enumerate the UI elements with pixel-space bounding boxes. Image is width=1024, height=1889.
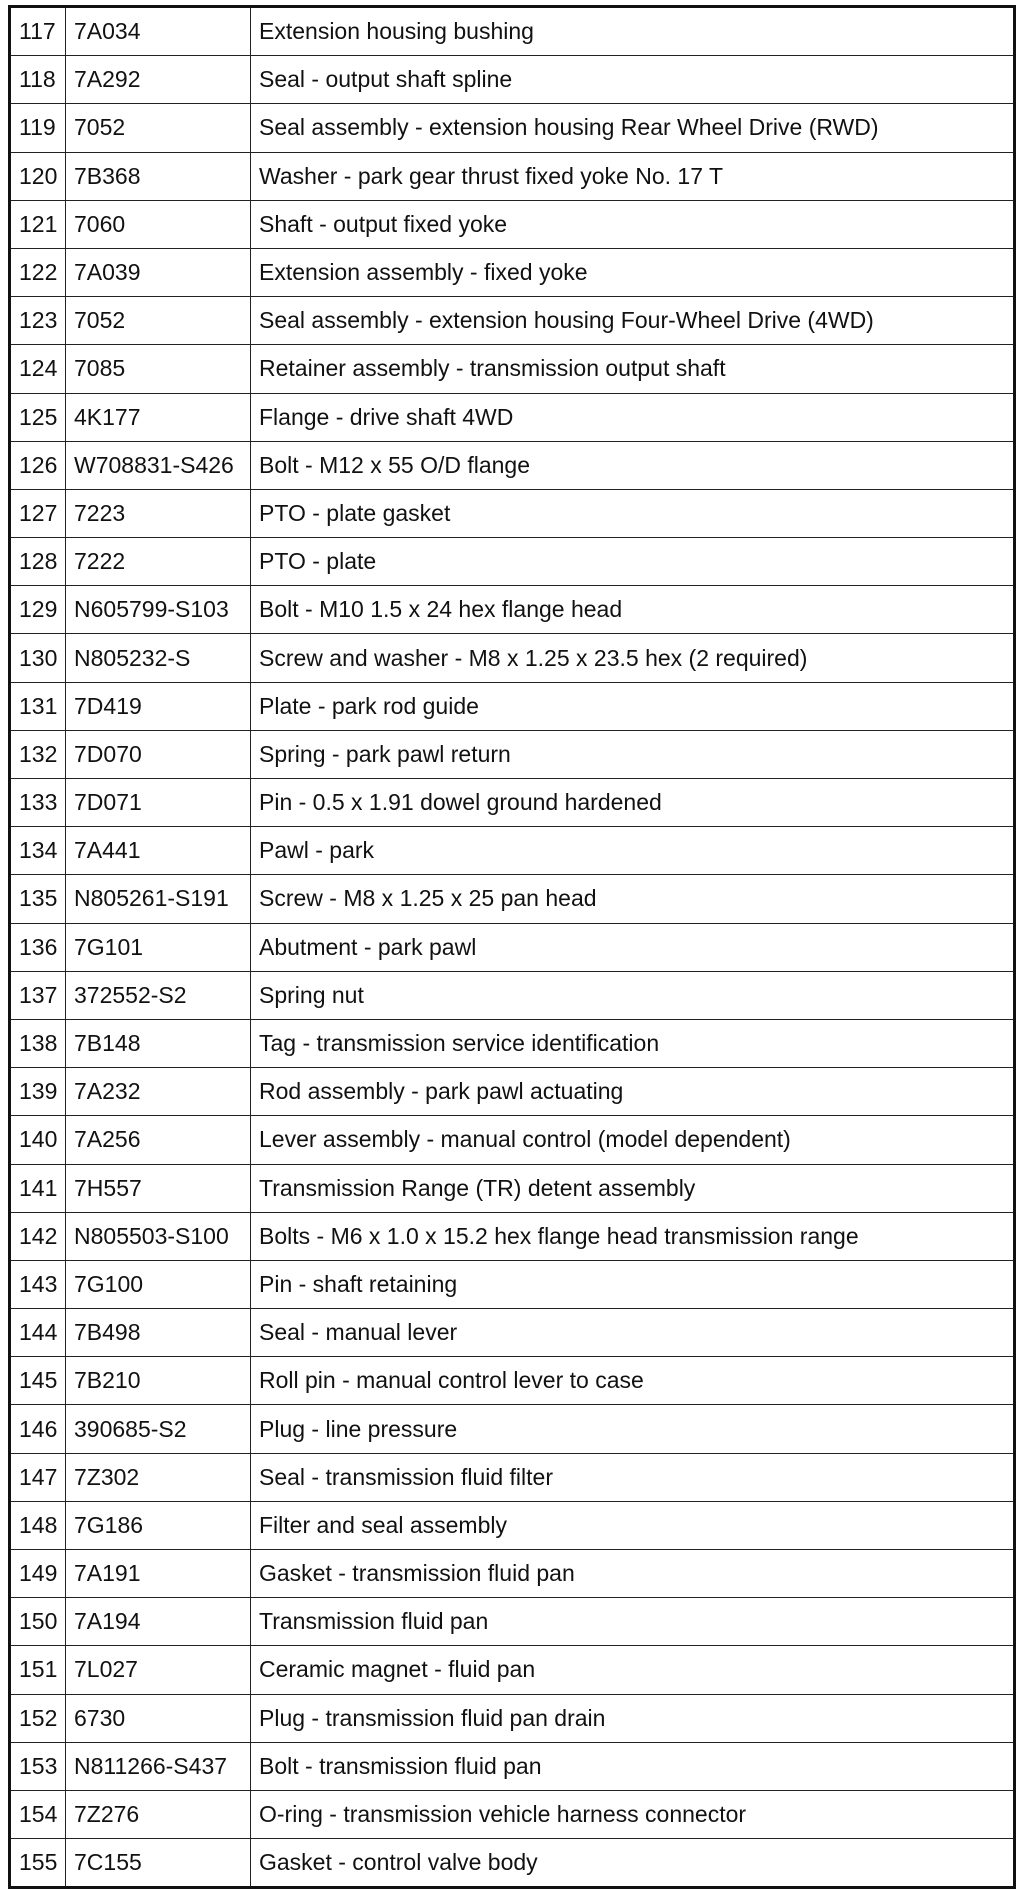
table-row: [10, 827, 1015, 875]
item-number-cell: 123: [10, 297, 66, 345]
table-row: [10, 538, 1015, 586]
item-number-cell: 118: [10, 56, 66, 104]
item-number-cell: 132: [10, 730, 66, 778]
part-number-cell: 7D071: [66, 779, 251, 827]
part-number-cell: N805503-S100: [66, 1212, 251, 1260]
description-cell: Bolts - M6 x 1.0 x 15.2 hex flange head transmission range: [251, 1212, 1015, 1260]
description-cell: PTO - plate gasket: [251, 489, 1015, 537]
part-number-cell: 7H557: [66, 1164, 251, 1212]
table-row: [10, 200, 1015, 248]
part-number-cell: N805261-S191: [66, 875, 251, 923]
item-number-cell: 154: [10, 1790, 66, 1838]
description-cell: Seal - manual lever: [251, 1309, 1015, 1357]
description-cell: Rod assembly - park pawl actuating: [251, 1068, 1015, 1116]
description-cell: Bolt - M10 1.5 x 24 hex flange head: [251, 586, 1015, 634]
part-number-cell: 7052: [66, 297, 251, 345]
part-number-cell: 7A232: [66, 1068, 251, 1116]
part-number-cell: 7085: [66, 345, 251, 393]
table-row: [10, 1309, 1015, 1357]
table-row: [10, 297, 1015, 345]
description-cell: Screw and washer - M8 x 1.25 x 23.5 hex (2 required): [251, 634, 1015, 682]
part-number-cell: N605799-S103: [66, 586, 251, 634]
description-cell: Lever assembly - manual control (model dependent): [251, 1116, 1015, 1164]
part-number-cell: 7G100: [66, 1260, 251, 1308]
table-row: [10, 1839, 1015, 1888]
part-number-cell: 7Z276: [66, 1790, 251, 1838]
part-number-cell: 7D419: [66, 682, 251, 730]
description-cell: Pin - shaft retaining: [251, 1260, 1015, 1308]
part-number-cell: 7B498: [66, 1309, 251, 1357]
description-cell: Flange - drive shaft 4WD: [251, 393, 1015, 441]
part-number-cell: 7A292: [66, 56, 251, 104]
table-row: [10, 1501, 1015, 1549]
table-row: [10, 1550, 1015, 1598]
item-number-cell: 139: [10, 1068, 66, 1116]
item-number-cell: 117: [10, 7, 66, 56]
table-row: [10, 1260, 1015, 1308]
description-cell: Transmission fluid pan: [251, 1598, 1015, 1646]
description-cell: Seal - transmission fluid filter: [251, 1453, 1015, 1501]
table-row: [10, 104, 1015, 152]
description-cell: Bolt - M12 x 55 O/D flange: [251, 441, 1015, 489]
table-row: [10, 682, 1015, 730]
part-number-cell: 4K177: [66, 393, 251, 441]
table-row: [10, 730, 1015, 778]
part-number-cell: 7A256: [66, 1116, 251, 1164]
table-row: [10, 1068, 1015, 1116]
table-row: [10, 971, 1015, 1019]
table-row: [10, 875, 1015, 923]
table-row: [10, 56, 1015, 104]
description-cell: Seal assembly - extension housing Four-Wheel Drive (4WD): [251, 297, 1015, 345]
table-row: [10, 152, 1015, 200]
item-number-cell: 129: [10, 586, 66, 634]
item-number-cell: 124: [10, 345, 66, 393]
description-cell: Extension assembly - fixed yoke: [251, 248, 1015, 296]
part-number-cell: N805232-S: [66, 634, 251, 682]
part-number-cell: 7B148: [66, 1019, 251, 1067]
description-cell: Spring nut: [251, 971, 1015, 1019]
table-row: [10, 1742, 1015, 1790]
description-cell: Extension housing bushing: [251, 7, 1015, 56]
item-number-cell: 131: [10, 682, 66, 730]
item-number-cell: 151: [10, 1646, 66, 1694]
description-cell: Abutment - park pawl: [251, 923, 1015, 971]
table-row: [10, 1646, 1015, 1694]
description-cell: Transmission Range (TR) detent assembly: [251, 1164, 1015, 1212]
item-number-cell: 125: [10, 393, 66, 441]
part-number-cell: W708831-S426: [66, 441, 251, 489]
description-cell: Filter and seal assembly: [251, 1501, 1015, 1549]
description-cell: Spring - park pawl return: [251, 730, 1015, 778]
item-number-cell: 119: [10, 104, 66, 152]
item-number-cell: 122: [10, 248, 66, 296]
item-number-cell: 148: [10, 1501, 66, 1549]
table-row: [10, 1694, 1015, 1742]
description-cell: Ceramic magnet - fluid pan: [251, 1646, 1015, 1694]
table-row: [10, 1164, 1015, 1212]
table-row: [10, 393, 1015, 441]
item-number-cell: 127: [10, 489, 66, 537]
table-row: [10, 1019, 1015, 1067]
description-cell: Seal - output shaft spline: [251, 56, 1015, 104]
description-cell: PTO - plate: [251, 538, 1015, 586]
part-number-cell: 7A191: [66, 1550, 251, 1598]
table-row: [10, 441, 1015, 489]
item-number-cell: 147: [10, 1453, 66, 1501]
item-number-cell: 120: [10, 152, 66, 200]
table-row: [10, 634, 1015, 682]
table-row: [10, 1357, 1015, 1405]
part-number-cell: 7C155: [66, 1839, 251, 1888]
description-cell: Plug - line pressure: [251, 1405, 1015, 1453]
part-number-cell: 390685-S2: [66, 1405, 251, 1453]
item-number-cell: 138: [10, 1019, 66, 1067]
description-cell: Pin - 0.5 x 1.91 dowel ground hardened: [251, 779, 1015, 827]
item-number-cell: 149: [10, 1550, 66, 1598]
item-number-cell: 128: [10, 538, 66, 586]
description-cell: Seal assembly - extension housing Rear Wheel Drive (RWD): [251, 104, 1015, 152]
table-row: [10, 1790, 1015, 1838]
description-cell: Shaft - output fixed yoke: [251, 200, 1015, 248]
description-cell: Retainer assembly - transmission output shaft: [251, 345, 1015, 393]
part-number-cell: 7D070: [66, 730, 251, 778]
part-number-cell: 7A039: [66, 248, 251, 296]
table-row: [10, 1116, 1015, 1164]
part-number-cell: 7B368: [66, 152, 251, 200]
description-cell: Pawl - park: [251, 827, 1015, 875]
table-row: [10, 1453, 1015, 1501]
part-number-cell: 7222: [66, 538, 251, 586]
item-number-cell: 141: [10, 1164, 66, 1212]
item-number-cell: 155: [10, 1839, 66, 1888]
part-number-cell: 7A194: [66, 1598, 251, 1646]
part-number-cell: 7060: [66, 200, 251, 248]
part-number-cell: 6730: [66, 1694, 251, 1742]
part-number-cell: 7G186: [66, 1501, 251, 1549]
part-number-cell: 7A441: [66, 827, 251, 875]
item-number-cell: 144: [10, 1309, 66, 1357]
part-number-cell: 7B210: [66, 1357, 251, 1405]
table-row: [10, 7, 1015, 56]
part-number-cell: 372552-S2: [66, 971, 251, 1019]
item-number-cell: 121: [10, 200, 66, 248]
table-row: [10, 586, 1015, 634]
part-number-cell: 7Z302: [66, 1453, 251, 1501]
item-number-cell: 135: [10, 875, 66, 923]
description-cell: Washer - park gear thrust fixed yoke No. 17 T: [251, 152, 1015, 200]
item-number-cell: 136: [10, 923, 66, 971]
description-cell: Plate - park rod guide: [251, 682, 1015, 730]
part-number-cell: 7L027: [66, 1646, 251, 1694]
description-cell: Gasket - transmission fluid pan: [251, 1550, 1015, 1598]
part-number-cell: 7223: [66, 489, 251, 537]
item-number-cell: 150: [10, 1598, 66, 1646]
description-cell: Plug - transmission fluid pan drain: [251, 1694, 1015, 1742]
parts-table: [8, 5, 1016, 1889]
item-number-cell: 152: [10, 1694, 66, 1742]
item-number-cell: 143: [10, 1260, 66, 1308]
table-row: [10, 248, 1015, 296]
table-row: [10, 923, 1015, 971]
parts-table-body: [10, 7, 1015, 1888]
item-number-cell: 134: [10, 827, 66, 875]
table-row: [10, 1405, 1015, 1453]
table-row: [10, 779, 1015, 827]
item-number-cell: 142: [10, 1212, 66, 1260]
part-number-cell: N811266-S437: [66, 1742, 251, 1790]
table-row: [10, 489, 1015, 537]
description-cell: Bolt - transmission fluid pan: [251, 1742, 1015, 1790]
description-cell: Tag - transmission service identification: [251, 1019, 1015, 1067]
part-number-cell: 7G101: [66, 923, 251, 971]
table-row: [10, 1212, 1015, 1260]
item-number-cell: 146: [10, 1405, 66, 1453]
description-cell: Screw - M8 x 1.25 x 25 pan head: [251, 875, 1015, 923]
item-number-cell: 145: [10, 1357, 66, 1405]
item-number-cell: 153: [10, 1742, 66, 1790]
table-row: [10, 1598, 1015, 1646]
description-cell: Roll pin - manual control lever to case: [251, 1357, 1015, 1405]
part-number-cell: 7A034: [66, 7, 251, 56]
description-cell: Gasket - control valve body: [251, 1839, 1015, 1888]
item-number-cell: 137: [10, 971, 66, 1019]
item-number-cell: 140: [10, 1116, 66, 1164]
table-row: [10, 345, 1015, 393]
item-number-cell: 126: [10, 441, 66, 489]
description-cell: O-ring - transmission vehicle harness connector: [251, 1790, 1015, 1838]
part-number-cell: 7052: [66, 104, 251, 152]
item-number-cell: 130: [10, 634, 66, 682]
item-number-cell: 133: [10, 779, 66, 827]
